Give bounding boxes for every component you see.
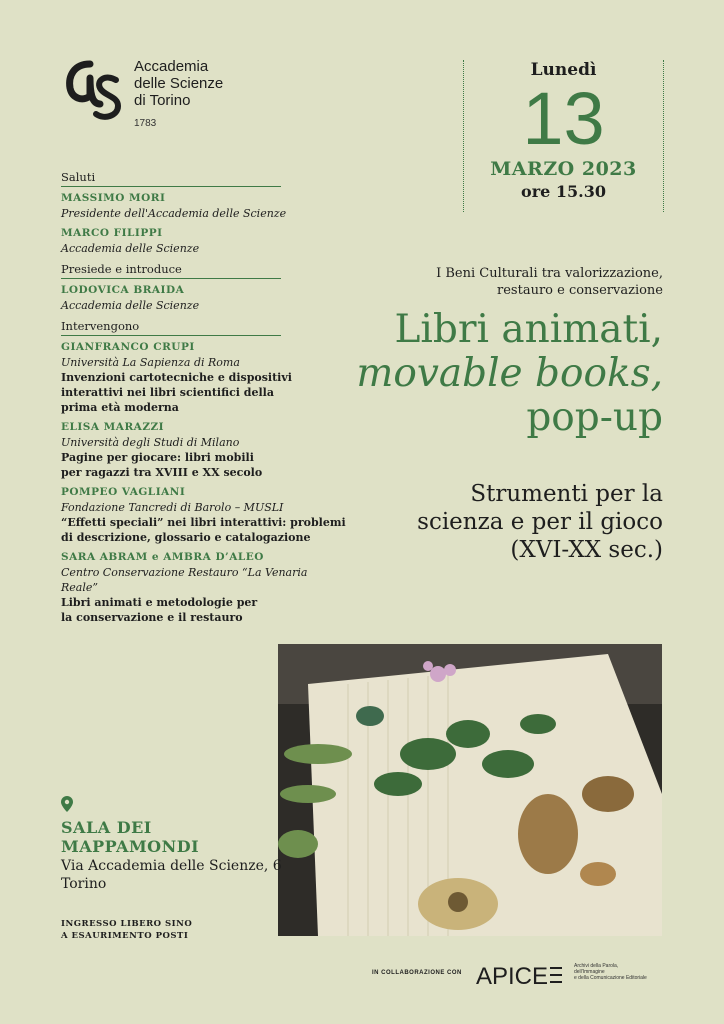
greetings-section — [61, 170, 346, 256]
collaboration-label: IN COLLABORAZIONE CON — [372, 970, 462, 976]
academy-name: Accademia delle Scienze di Torino 1783 — [134, 58, 223, 132]
map-pin-icon — [61, 796, 73, 812]
popup-book-photo — [278, 644, 662, 936]
speaker-affiliation: Accademia delle Scienze — [61, 299, 200, 312]
speaker-affiliation: Università degli Studi di Milano — [61, 436, 240, 449]
chair-label: Presiede e introduce — [61, 262, 281, 279]
venue-name: SALA DEI MAPPAMONDI — [61, 818, 200, 856]
svg-text:APICE: APICE — [476, 963, 549, 988]
speaker-affiliation: Presidente dell'Accademia delle Scienze — [61, 207, 287, 220]
talk-title: per ragazzi tra XVIII e XX secolo — [61, 466, 263, 479]
series-heading: I Beni Culturali tra valorizzazione, restauro e conservazione — [436, 266, 663, 298]
partner-description: Archivi della Parola, dell'Immagine e della Comunicazione Editoriale — [574, 963, 647, 981]
speaker-entry — [61, 226, 346, 256]
speakers-label: Intervengono — [61, 319, 281, 336]
speaker-name: MASSIMO MORI — [61, 192, 166, 204]
talk-title: la conservazione e il restauro — [61, 611, 243, 624]
talk-title: Invenzioni cartotecniche e dispositivi — [61, 371, 292, 384]
speaker-entry — [61, 485, 346, 545]
speaker-affiliation: Fondazione Tancredi di Barolo – MUSLI — [61, 501, 284, 514]
greetings-label: Saluti — [61, 170, 281, 187]
speaker-name: SARA ABRAM e AMBRA D’ALEO — [61, 551, 264, 563]
speaker-entry — [61, 550, 346, 625]
speaker-name: GIANFRANCO CRUPI — [61, 341, 195, 353]
talk-title: Pagine per giocare: libri mobili — [61, 451, 254, 464]
event-month-year: MARZO 2023 — [490, 158, 637, 180]
talk-title: prima età moderna — [61, 401, 179, 414]
academy-logo-icon — [60, 58, 126, 122]
speaker-name: MARCO FILIPPI — [61, 227, 163, 239]
talk-title: Libri animati e metodologie per — [61, 596, 258, 609]
event-subtitle: Strumenti per la scienza e per il gioco (XVI-XX sec.) — [417, 481, 663, 563]
speaker-name: POMPEO VAGLIANI — [61, 486, 186, 498]
entry-note: INGRESSO LIBERO SINO A ESAURIMENTO POSTI — [61, 919, 193, 941]
chair-section — [61, 262, 346, 313]
speaker-name: LODOVICA BRAIDA — [61, 284, 185, 296]
event-day: 13 — [522, 77, 605, 160]
talk-title: di descrizione, glossario e catalogazione — [61, 531, 311, 544]
apice-logo-icon — [476, 962, 562, 988]
talk-title: interattivi nei libri scientifici della — [61, 386, 274, 399]
talk-title: “Effetti speciali” nei libri interattivi: problemi — [61, 516, 346, 529]
speaker-entry — [61, 191, 346, 221]
speaker-affiliation: Accademia delle Scienze — [61, 242, 200, 255]
speaker-affiliation: Università La Sapienza di Roma — [61, 356, 240, 369]
speaker-name: ELISA MARAZZI — [61, 421, 165, 433]
speaker-affiliation: Centro Conservazione Restauro “La Venaria Reale” — [61, 566, 308, 594]
event-title: Libri animati, movable books, pop-up — [356, 307, 663, 440]
academy-year: 1783 — [134, 118, 157, 129]
event-date — [463, 60, 664, 212]
venue-address: Via Accademia delle Scienze, 6 Torino — [61, 858, 282, 892]
event-weekday: Lunedì — [530, 60, 597, 80]
event-time: ore 15.30 — [521, 182, 606, 201]
